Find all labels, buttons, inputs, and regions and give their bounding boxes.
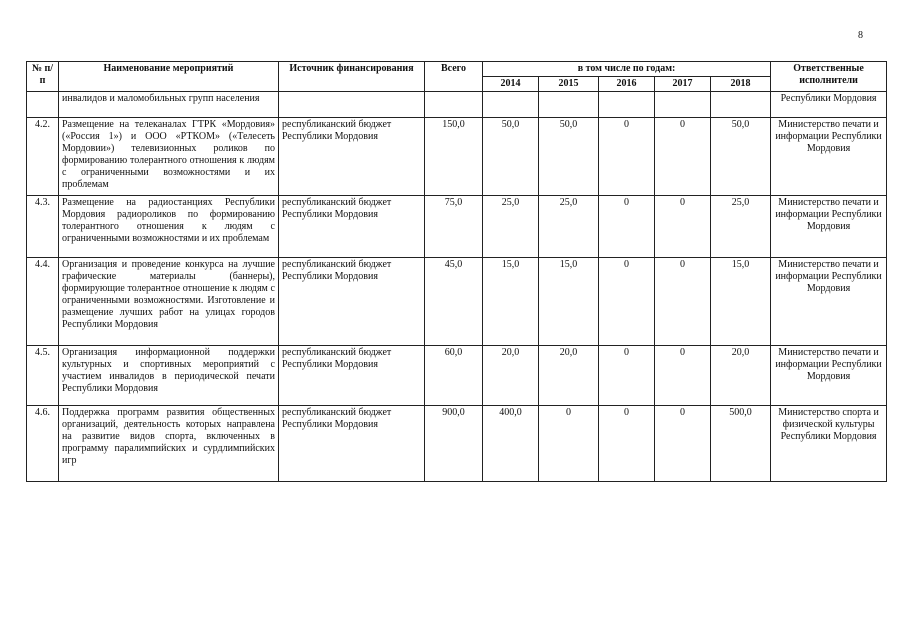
row-2016: 0	[599, 406, 655, 482]
row-total: 150,0	[425, 118, 483, 196]
row-2014: 25,0	[483, 196, 539, 258]
header-year-2018: 2018	[711, 77, 771, 92]
header-total: Всего	[425, 62, 483, 92]
row-responsible: Министерство печати и информации Республики Мордовия	[771, 258, 887, 346]
row-source: республиканский бюджет Республики Мордовия	[279, 346, 425, 406]
row-name: Размещение на телеканалах ГТРК «Мордовия» («Россия 1») и ООО «РТКОМ» («Телесеть Мордовии») телевизионных роликов по формированию толерантного отношения к людям с ограниченными возможностями и их проблемам	[59, 118, 279, 196]
row-2017: 0	[655, 118, 711, 196]
row-2018: 20,0	[711, 346, 771, 406]
header-year-2016: 2016	[599, 77, 655, 92]
program-measures-table	[26, 61, 887, 482]
row-2017: 0	[655, 406, 711, 482]
row-total: 900,0	[425, 406, 483, 482]
row-name: инвалидов и маломобильных групп населения	[59, 92, 279, 118]
row-total	[425, 92, 483, 118]
header-num: № п/п	[27, 62, 59, 92]
row-2016: 0	[599, 196, 655, 258]
row-responsible: Республики Мордовия	[771, 92, 887, 118]
row-2014: 20,0	[483, 346, 539, 406]
row-num: 4.2.	[27, 118, 59, 196]
row-total: 45,0	[425, 258, 483, 346]
row-2017: 0	[655, 346, 711, 406]
header-name: Наименование мероприятий	[59, 62, 279, 92]
header-source: Источник финансирования	[279, 62, 425, 92]
header-year-2017: 2017	[655, 77, 711, 92]
table-row	[27, 196, 887, 258]
row-num: 4.6.	[27, 406, 59, 482]
row-2017	[655, 92, 711, 118]
row-responsible: Министерство печати и информации Республики Мордовия	[771, 346, 887, 406]
row-name: Организация информационной поддержки культурных и спортивных мероприятий с участием инвалидов в периодической печати Республики Мордовия	[59, 346, 279, 406]
row-source: республиканский бюджет Республики Мордовия	[279, 258, 425, 346]
row-total: 75,0	[425, 196, 483, 258]
row-2018	[711, 92, 771, 118]
row-2015: 15,0	[539, 258, 599, 346]
row-name: Организация и проведение конкурса на лучшие графические материалы (баннеры), формирующие толерантное отношение к людям с ограниченными возможностями. Изготовление и размещение лучших работ на улицах городов Республики Мордовия	[59, 258, 279, 346]
table-row	[27, 406, 887, 482]
header-by-years: в том числе по годам:	[483, 62, 771, 77]
table-row	[27, 92, 887, 118]
row-2014: 50,0	[483, 118, 539, 196]
row-2014	[483, 92, 539, 118]
row-2015: 0	[539, 406, 599, 482]
row-2018: 500,0	[711, 406, 771, 482]
row-2015: 50,0	[539, 118, 599, 196]
header-year-2015: 2015	[539, 77, 599, 92]
table-row	[27, 118, 887, 196]
row-source: республиканский бюджет Республики Мордовия	[279, 406, 425, 482]
row-responsible: Министерство печати и информации Республики Мордовия	[771, 118, 887, 196]
table-row	[27, 346, 887, 406]
table-row	[27, 258, 887, 346]
row-2016: 0	[599, 118, 655, 196]
row-responsible: Министерство печати и информации Республики Мордовия	[771, 196, 887, 258]
row-source: республиканский бюджет Республики Мордовия	[279, 196, 425, 258]
row-num: 4.4.	[27, 258, 59, 346]
row-name: Размещение на радиостанциях Республики Мордовия радиороликов по формированию толерантного отношения к людям с ограниченными возможностями и их проблемам	[59, 196, 279, 258]
header-year-2014: 2014	[483, 77, 539, 92]
row-num: 4.5.	[27, 346, 59, 406]
row-num	[27, 92, 59, 118]
row-2017: 0	[655, 196, 711, 258]
row-2016: 0	[599, 258, 655, 346]
row-2017: 0	[655, 258, 711, 346]
header-responsible: Ответственные исполнители	[771, 62, 887, 92]
page-number: 8	[858, 30, 863, 41]
row-source	[279, 92, 425, 118]
row-total: 60,0	[425, 346, 483, 406]
row-2018: 15,0	[711, 258, 771, 346]
row-2018: 25,0	[711, 196, 771, 258]
row-2015	[539, 92, 599, 118]
row-responsible: Министерство спорта и физической культуры Республики Мордовия	[771, 406, 887, 482]
row-2015: 25,0	[539, 196, 599, 258]
row-2014: 400,0	[483, 406, 539, 482]
row-2014: 15,0	[483, 258, 539, 346]
row-name: Поддержка программ развития общественных организаций, деятельность которых направлена на развитие видов спорта, включенных в программу паралимпийских и сурдлимпийских игр	[59, 406, 279, 482]
row-source: республиканский бюджет Республики Мордовия	[279, 118, 425, 196]
row-2016	[599, 92, 655, 118]
row-2016: 0	[599, 346, 655, 406]
row-2018: 50,0	[711, 118, 771, 196]
row-num: 4.3.	[27, 196, 59, 258]
row-2015: 20,0	[539, 346, 599, 406]
